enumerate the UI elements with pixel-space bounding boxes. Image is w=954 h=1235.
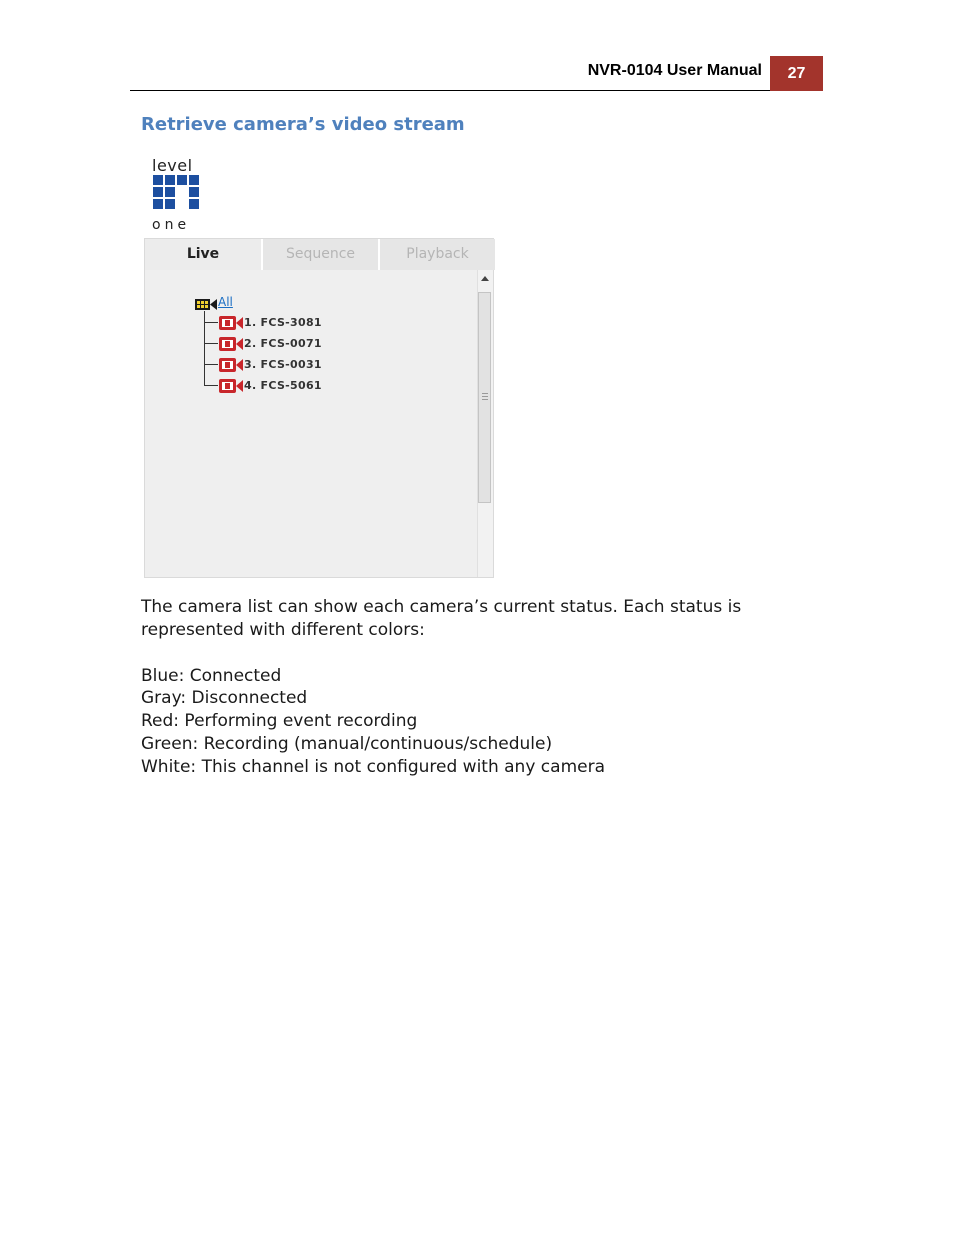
tree-connector	[204, 364, 218, 365]
tree-root-label[interactable]: All	[218, 295, 233, 309]
camera-list-item[interactable]	[219, 314, 322, 330]
tab-playback[interactable]: Playback	[380, 239, 495, 270]
scroll-grip-icon	[482, 393, 488, 400]
status-green: Green: Recording (manual/continuous/schedule)	[141, 734, 553, 754]
camera-icon	[219, 336, 243, 350]
panel-tabs	[145, 239, 495, 270]
intro-text-line-1: The camera list can show each camera’s current status. Each status is	[141, 597, 742, 617]
intro-text-line-2: represented with different colors:	[141, 620, 425, 640]
header-divider	[130, 90, 770, 91]
camera-list-panel	[144, 238, 494, 578]
tree-root-all[interactable]	[195, 294, 233, 310]
logo-grid-icon	[153, 175, 198, 220]
camera-list-item[interactable]	[219, 335, 322, 351]
page-number: 27	[770, 56, 823, 91]
camera-list-item[interactable]	[219, 356, 322, 372]
section-heading: Retrieve camera’s video stream	[141, 114, 465, 135]
scroll-thumb[interactable]	[478, 292, 491, 503]
vertical-scrollbar[interactable]	[477, 270, 493, 577]
camera-label: 2. FCS-0071	[244, 336, 322, 350]
camera-label: 4. FCS-5061	[244, 378, 322, 392]
logo-top-text: level	[152, 156, 193, 175]
tab-live[interactable]: Live	[145, 239, 263, 270]
camera-group-icon	[195, 296, 217, 309]
status-blue: Blue: Connected	[141, 666, 282, 686]
camera-label: 3. FCS-0031	[244, 357, 322, 371]
status-red: Red: Performing event recording	[141, 711, 418, 731]
tree-connector	[204, 343, 218, 344]
status-gray: Gray: Disconnected	[141, 688, 308, 708]
tab-sequence[interactable]: Sequence	[263, 239, 380, 270]
levelone-logo	[150, 157, 202, 233]
logo-bottom-text: one	[152, 217, 191, 233]
camera-icon	[219, 378, 243, 392]
camera-icon	[219, 357, 243, 371]
camera-icon	[219, 315, 243, 329]
status-white: White: This channel is not configured with any camera	[141, 757, 605, 777]
manual-title: NVR-0104 User Manual	[587, 62, 762, 79]
tree-connector	[204, 385, 218, 386]
camera-list-item[interactable]	[219, 377, 322, 393]
tree-connector	[204, 322, 218, 323]
camera-label: 1. FCS-3081	[244, 315, 322, 329]
scroll-up-arrow-icon[interactable]	[481, 276, 489, 281]
